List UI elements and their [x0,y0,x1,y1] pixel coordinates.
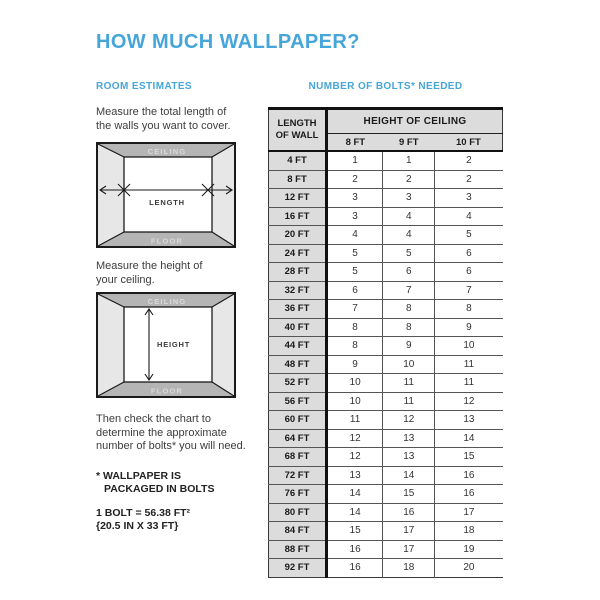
page-title: HOW MUCH WALLPAPER? [96,31,360,54]
bolts-table-body [269,151,503,577]
bolt-size-line: 1 BOLT = 56.38 FT² [96,506,191,519]
length-label: LENGTH [149,198,185,207]
bolt-count-cell: 8 [383,318,435,337]
bolt-count-cell: 1 [383,151,435,170]
row-label-48-ft: 48 FT [269,355,327,374]
row-label-12-ft: 12 FT [269,189,327,208]
bolt-count-cell: 3 [435,189,503,208]
ceiling-label: CEILING [147,297,187,306]
bolt-count-cell: 14 [383,466,435,485]
bolt-count-cell: 3 [327,207,383,226]
table-row [269,300,503,319]
bolt-count-cell: 11 [435,355,503,374]
bolt-count-cell: 6 [435,263,503,282]
bolt-count-cell: 2 [383,170,435,189]
bolt-count-cell: 8 [327,337,383,356]
table-row [269,485,503,504]
table-row [269,189,503,208]
row-label-92-ft: 92 FT [269,559,327,578]
bolt-count-cell: 11 [383,392,435,411]
bolt-count-cell: 16 [327,540,383,559]
bolts-table-section [268,81,503,578]
table-row [269,207,503,226]
bolt-count-cell: 9 [383,337,435,356]
bolt-count-cell: 4 [435,207,503,226]
corner-header-line: LENGTH [277,118,317,129]
bolt-count-cell: 15 [435,448,503,467]
bolt-count-cell: 7 [435,281,503,300]
table-row [269,226,503,245]
bolt-count-cell: 8 [435,300,503,319]
left-wall [98,144,124,246]
back-wall [124,157,212,232]
bolt-count-cell: 6 [327,281,383,300]
bolt-count-cell: 10 [383,355,435,374]
bolt-count-cell: 2 [435,170,503,189]
bolt-count-cell: 7 [383,281,435,300]
bolt-count-cell: 9 [327,355,383,374]
table-row [269,429,503,448]
bolts-needed-heading: NUMBER OF BOLTS* NEEDED [308,81,463,92]
bolt-count-cell: 5 [327,244,383,263]
row-label-68-ft: 68 FT [269,448,327,467]
bolt-count-cell: 18 [435,522,503,541]
bolt-count-cell: 16 [435,466,503,485]
bolt-count-cell: 13 [435,411,503,430]
left-wall [98,294,124,396]
bolt-count-cell: 16 [327,559,383,578]
table-row [269,337,503,356]
bolts-table [268,107,503,578]
row-label-72-ft: 72 FT [269,466,327,485]
corner-header [269,109,327,152]
bolt-count-cell: 10 [327,374,383,393]
right-wall [212,294,234,396]
bolt-count-cell: 4 [327,226,383,245]
bolt-count-cell: 20 [435,559,503,578]
room-estimates-section [96,81,264,533]
bolt-count-cell: 1 [327,151,383,170]
floor-label: FLOOR [150,386,184,396]
instruction-line: Then check the chart to [96,413,211,425]
group-header: HEIGHT OF CEILING [327,109,503,134]
row-label-56-ft: 56 FT [269,392,327,411]
bolt-count-cell: 3 [383,189,435,208]
table-row [269,392,503,411]
table-row [269,244,503,263]
table-row [269,151,503,170]
height-label: HEIGHT [157,340,191,349]
bolt-count-cell: 12 [327,448,383,467]
bolt-size-line: {20.5 IN X 33 FT} [96,519,179,532]
bolt-count-cell: 5 [327,263,383,282]
floor-label: FLOOR [150,236,184,246]
instruction-line: Measure the total length of [96,106,227,118]
table-row [269,374,503,393]
corner-header-line: OF WALL [275,130,319,141]
instruction-measure-length [96,106,264,133]
row-label-16-ft: 16 FT [269,207,327,226]
bolt-count-cell: 17 [435,503,503,522]
row-label-76-ft: 76 FT [269,485,327,504]
table-row [269,466,503,485]
room-length-diagram [96,142,236,248]
room-height-diagram [96,292,236,398]
row-label-28-ft: 28 FT [269,263,327,282]
column-header-9ft: 9 FT [383,134,435,152]
table-header-row-group [269,109,503,134]
row-label-84-ft: 84 FT [269,522,327,541]
row-label-24-ft: 24 FT [269,244,327,263]
instruction-line: number of bolts* you will need. [96,440,246,452]
bolt-count-cell: 15 [327,522,383,541]
bolt-count-cell: 10 [327,392,383,411]
table-row [269,559,503,578]
bolt-count-cell: 10 [435,337,503,356]
table-row [269,170,503,189]
bolt-count-cell: 13 [383,429,435,448]
row-label-80-ft: 80 FT [269,503,327,522]
bolt-count-cell: 2 [435,151,503,170]
bolt-count-cell: 13 [383,448,435,467]
ceiling-label: CEILING [147,147,187,156]
bolt-count-cell: 18 [383,559,435,578]
bolt-count-cell: 11 [383,374,435,393]
bolt-count-cell: 17 [383,540,435,559]
row-label-20-ft: 20 FT [269,226,327,245]
row-label-32-ft: 32 FT [269,281,327,300]
row-label-44-ft: 44 FT [269,337,327,356]
bolt-count-cell: 12 [383,411,435,430]
bolt-size-note [96,507,264,533]
column-header-8ft: 8 FT [327,134,383,152]
table-row [269,355,503,374]
footnote-line: * WALLPAPER IS [96,469,181,482]
bolt-count-cell: 8 [383,300,435,319]
instruction-line: Measure the height of [96,260,203,272]
instruction-check-chart [96,413,264,454]
instruction-measure-height [96,260,264,287]
table-row [269,411,503,430]
bolt-count-cell: 6 [383,263,435,282]
bolt-count-cell: 16 [435,485,503,504]
table-row [269,263,503,282]
instruction-line: your ceiling. [96,273,155,286]
table-row [269,540,503,559]
row-label-52-ft: 52 FT [269,374,327,393]
bolt-count-cell: 19 [435,540,503,559]
bolt-count-cell: 15 [383,485,435,504]
footnote-line: PACKAGED IN BOLTS [104,482,215,495]
right-wall [212,144,234,246]
table-row [269,503,503,522]
bolt-count-cell: 12 [435,392,503,411]
bolt-count-cell: 7 [327,300,383,319]
bolt-count-cell: 5 [383,244,435,263]
bolt-count-cell: 6 [435,244,503,263]
table-row [269,522,503,541]
row-label-8-ft: 8 FT [269,170,327,189]
bolt-count-cell: 3 [327,189,383,208]
bolt-count-cell: 8 [327,318,383,337]
row-label-64-ft: 64 FT [269,429,327,448]
bolt-count-cell: 17 [383,522,435,541]
row-label-36-ft: 36 FT [269,300,327,319]
instruction-line: the walls you want to cover. [96,119,231,132]
bolt-count-cell: 13 [327,466,383,485]
row-label-88-ft: 88 FT [269,540,327,559]
bolt-count-cell: 14 [327,485,383,504]
bolt-count-cell: 11 [327,411,383,430]
bolt-count-cell: 2 [327,170,383,189]
row-label-4-ft: 4 FT [269,151,327,170]
bolt-count-cell: 14 [327,503,383,522]
bolt-count-cell: 4 [383,207,435,226]
bolt-count-cell: 4 [383,226,435,245]
column-header-10ft: 10 FT [435,134,503,152]
table-row [269,448,503,467]
row-label-60-ft: 60 FT [269,411,327,430]
table-row [269,281,503,300]
bolt-count-cell: 5 [435,226,503,245]
row-label-40-ft: 40 FT [269,318,327,337]
bolts-footnote [96,470,264,496]
table-row [269,318,503,337]
bolts-table-head [269,109,503,152]
bolt-count-cell: 12 [327,429,383,448]
bolt-count-cell: 14 [435,429,503,448]
bolt-count-cell: 11 [435,374,503,393]
instruction-line: determine the approximate [96,426,227,439]
bolt-count-cell: 16 [383,503,435,522]
bolt-count-cell: 9 [435,318,503,337]
room-estimates-heading: ROOM ESTIMATES [96,81,192,92]
